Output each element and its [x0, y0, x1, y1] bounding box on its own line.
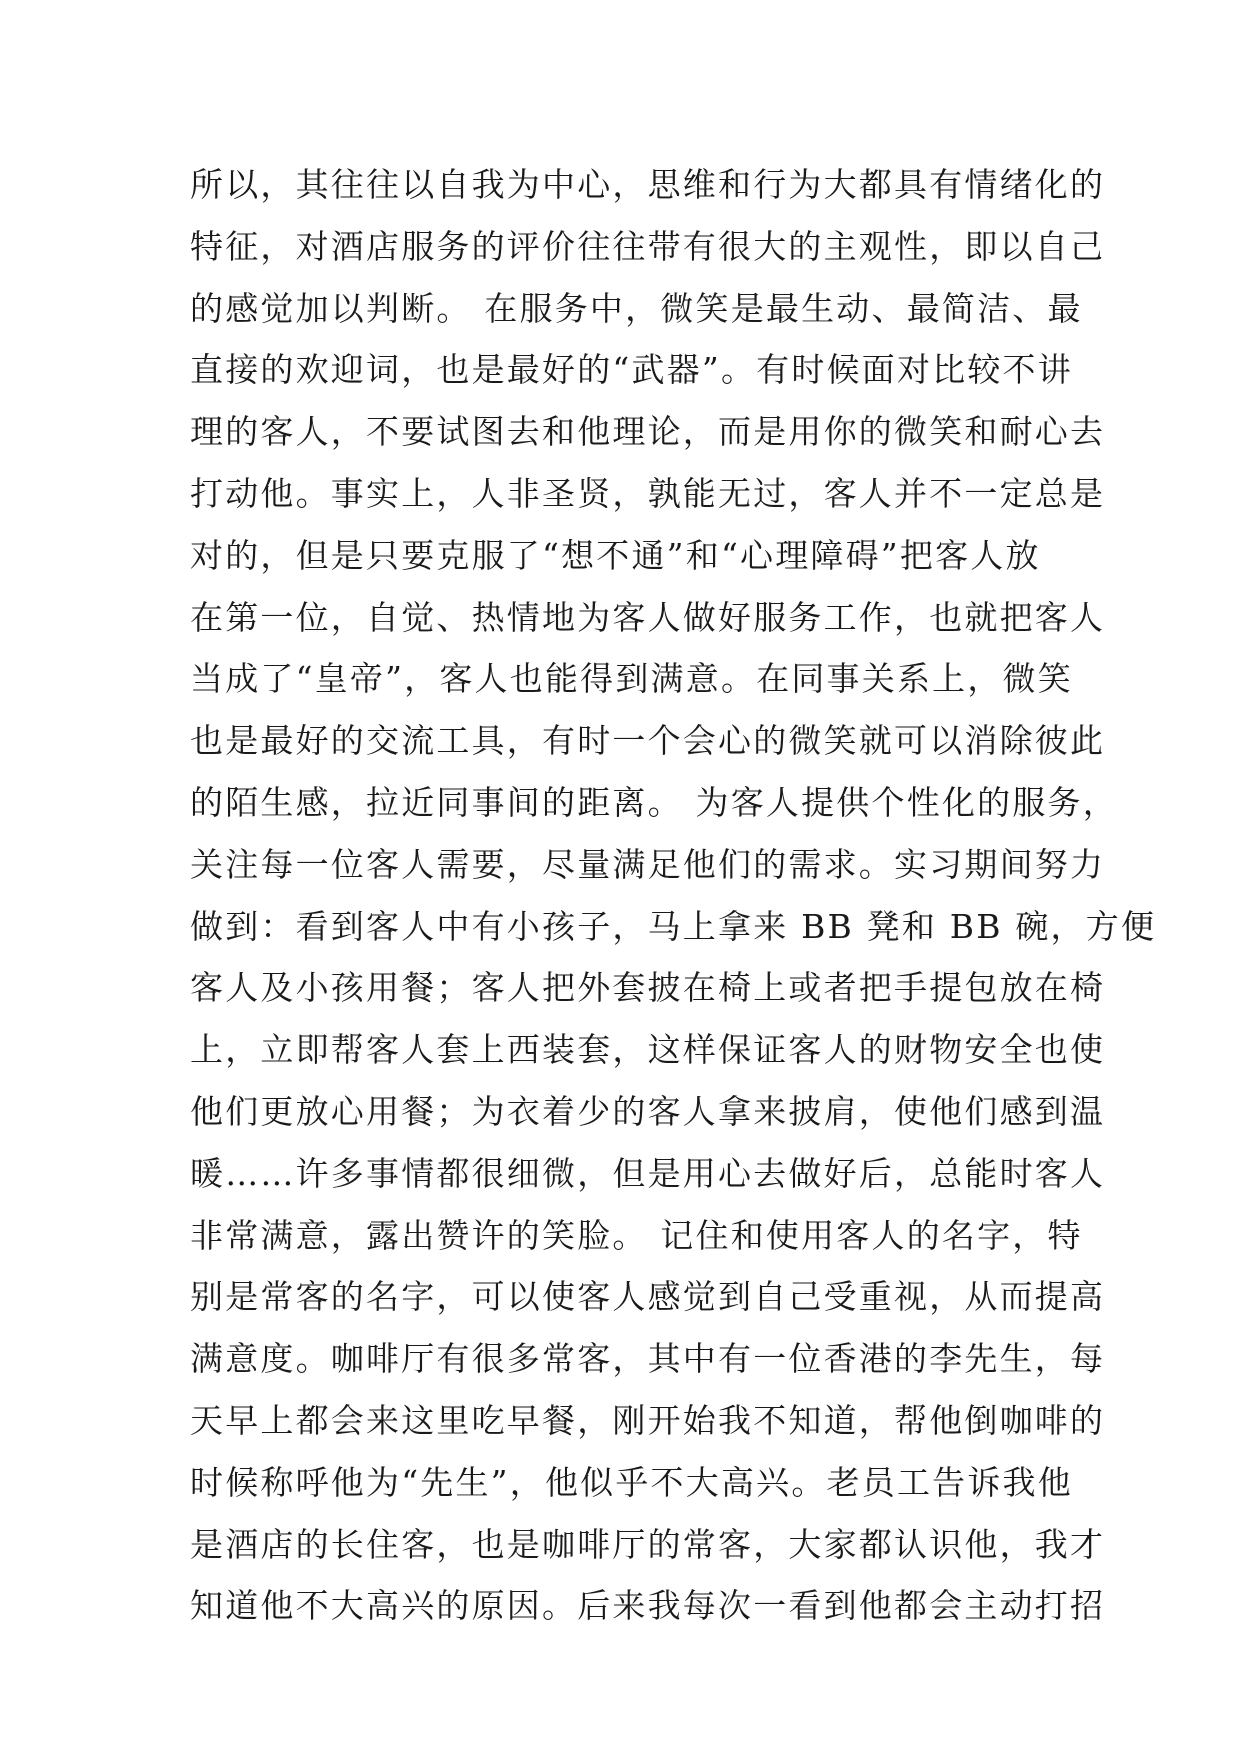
- text-line: 知道他不大高兴的原因。后来我每次一看到他都会主动打招: [190, 1586, 1106, 1626]
- text-line: 时候称呼他为“先生”，他似乎不大高兴。老员工告诉我他: [190, 1462, 1073, 1502]
- text-line: 客人及小孩用餐；客人把外套披在椅上或者把手提包放在椅: [190, 968, 1106, 1008]
- text-line: 特征，对酒店服务的评价往往带有很大的主观性，即以自己: [190, 226, 1106, 266]
- text-line: 打动他。事实上，人非圣贤，孰能无过，客人并不一定总是: [190, 473, 1106, 513]
- text-line: 暖……许多事情都很细微，但是用心去做好后，总能时客人: [190, 1153, 1106, 1193]
- text-line: 别是常客的名字，可以使客人感觉到自己受重视，从而提高: [190, 1277, 1106, 1317]
- text-line: 理的客人，不要试图去和他理论，而是用你的微笑和耐心去: [190, 412, 1106, 452]
- text-line: 的陌生感，拉近同事间的距离。 为客人提供个性化的服务，: [190, 782, 1118, 822]
- text-line: 是酒店的长住客，也是咖啡厅的常客，大家都认识他，我才: [190, 1524, 1106, 1564]
- text-line: 在第一位，自觉、热情地为客人做好服务工作，也就把客人: [190, 597, 1106, 637]
- text-line: 当成了“皇帝”，客人也能得到满意。在同事关系上，微笑: [190, 659, 1073, 699]
- text-line: 直接的欢迎词，也是最好的“武器”。有时候面对比较不讲: [190, 350, 1073, 390]
- body-text: [190, 154, 1157, 1637]
- text-line: 做到：看到客人中有小孩子，马上拿来 BB 凳和 BB 碗，方便: [190, 906, 1157, 946]
- text-line: 也是最好的交流工具，有时一个会心的微笑就可以消除彼此: [190, 721, 1106, 761]
- text-line: 所以，其往往以自我为中心，思维和行为大都具有情绪化的: [190, 165, 1106, 204]
- text-line: 满意度。咖啡厅有很多常客，其中有一位香港的李先生，每: [190, 1339, 1106, 1379]
- text-line: 非常满意，露出赞许的笑脸。 记住和使用客人的名字，特: [190, 1215, 1083, 1255]
- text-line: 上，立即帮客人套上西装套，这样保证客人的财物安全也使: [190, 1030, 1106, 1070]
- text-line: 对的，但是只要克服了“想不通”和“心理障碍”把客人放: [190, 535, 1041, 575]
- text-line: 关注每一位客人需要，尽量满足他们的需求。实习期间努力: [190, 844, 1106, 884]
- text-line: 天早上都会来这里吃早餐，刚开始我不知道，帮他倒咖啡的: [190, 1400, 1106, 1440]
- text-line: 的感觉加以判断。 在服务中，微笑是最生动、最简洁、最: [190, 288, 1083, 328]
- text-line: 他们更放心用餐；为衣着少的客人拿来披肩，使他们感到温: [190, 1091, 1106, 1131]
